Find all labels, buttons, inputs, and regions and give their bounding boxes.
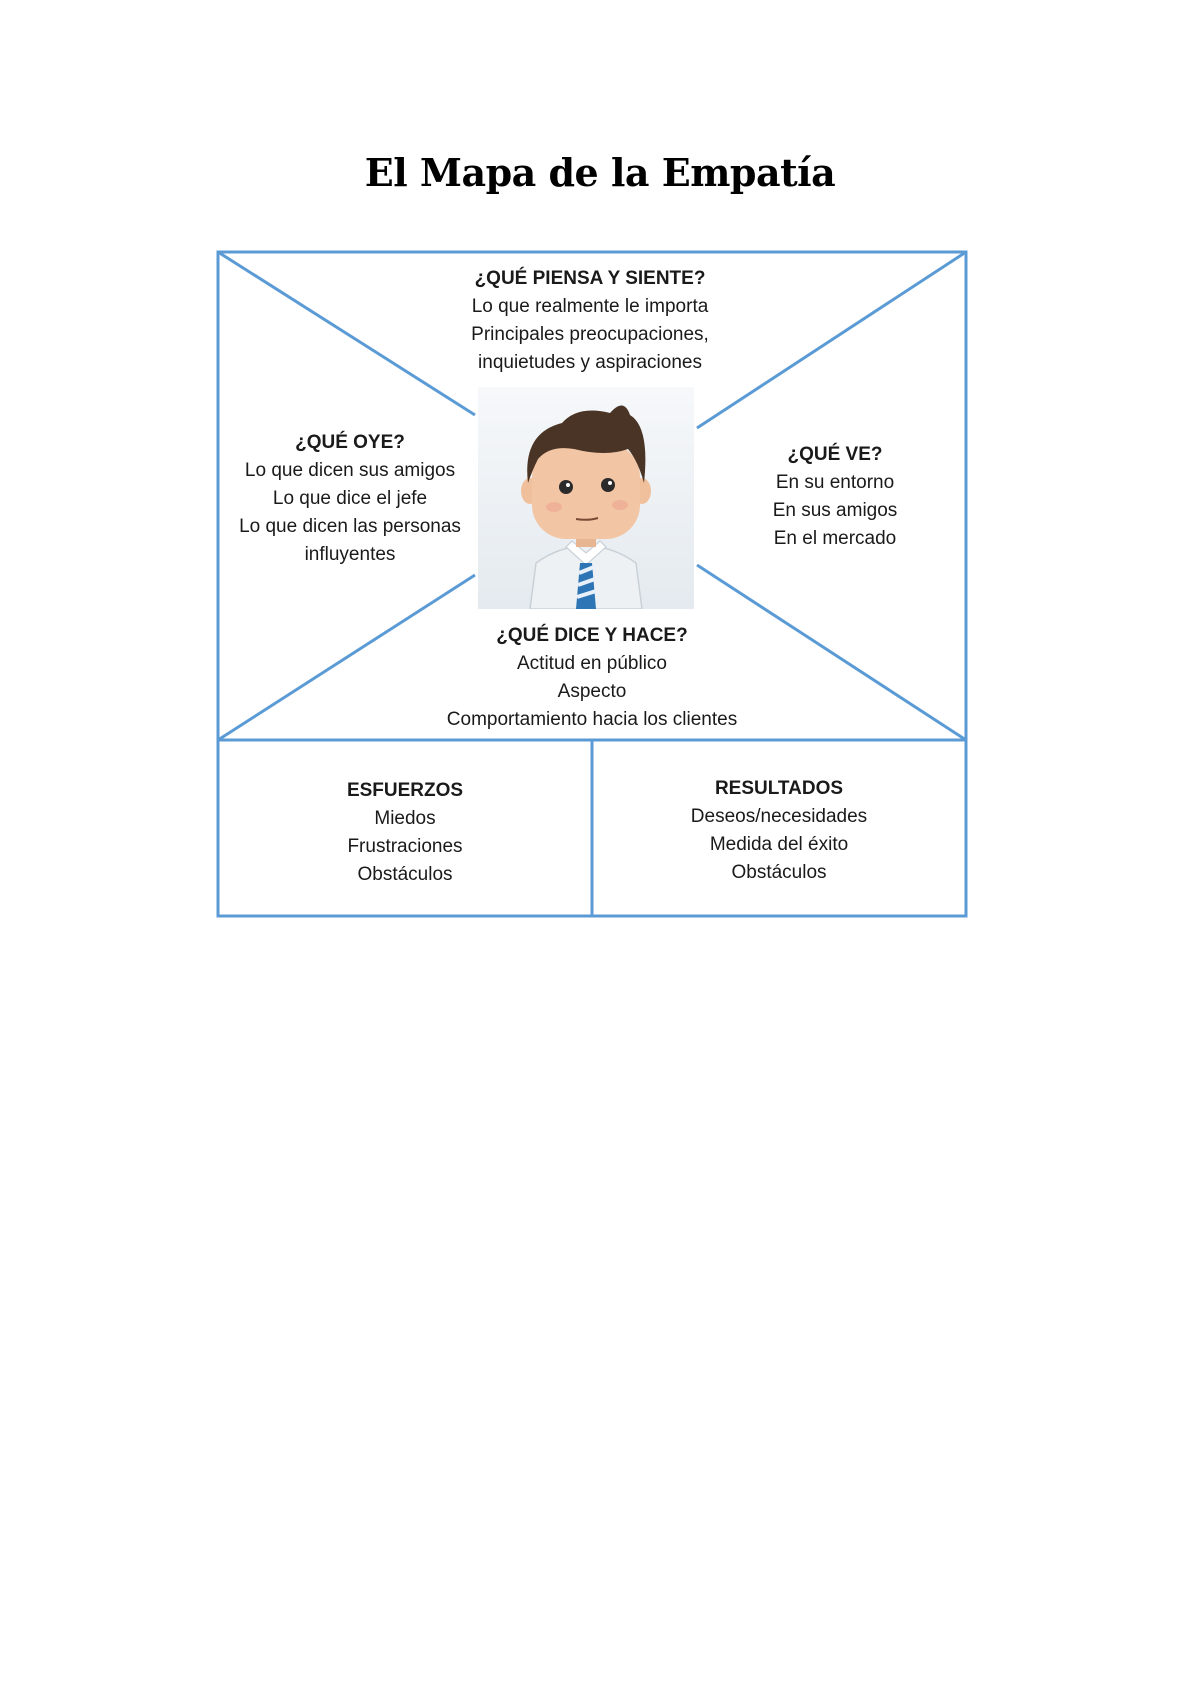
page-title: El Mapa de la Empatía bbox=[364, 150, 836, 195]
see-line: En sus amigos bbox=[772, 500, 898, 521]
results-heading: RESULTADOS bbox=[714, 778, 844, 799]
say-do-section bbox=[392, 622, 792, 734]
see-line: En el mercado bbox=[773, 528, 897, 549]
avatar bbox=[478, 387, 694, 609]
think-feel-line: inquietudes y aspiraciones bbox=[478, 352, 702, 373]
results-line: Deseos/necesidades bbox=[690, 806, 868, 827]
see-heading: ¿QUÉ VE? bbox=[787, 444, 883, 465]
think-feel-heading: ¿QUÉ PIENSA Y SIENTE? bbox=[474, 268, 706, 289]
say-do-line: Aspecto bbox=[557, 681, 627, 702]
think-feel-section bbox=[410, 265, 770, 377]
hear-line: influyentes bbox=[304, 544, 396, 565]
see-section bbox=[710, 441, 960, 553]
businessman-avatar-icon bbox=[478, 387, 694, 609]
results-line: Medida del éxito bbox=[709, 834, 849, 855]
hear-section bbox=[222, 429, 478, 569]
think-feel-line: Principales preocupaciones, bbox=[471, 324, 709, 345]
say-do-line: Comportamiento hacia los clientes bbox=[446, 709, 738, 730]
results-section bbox=[596, 775, 962, 887]
hear-heading: ¿QUÉ OYE? bbox=[295, 432, 405, 453]
see-line: En su entorno bbox=[775, 472, 895, 493]
hear-line: Lo que dicen sus amigos bbox=[244, 460, 456, 481]
efforts-line: Frustraciones bbox=[347, 836, 463, 857]
results-line: Obstáculos bbox=[731, 862, 827, 883]
efforts-section bbox=[222, 777, 588, 889]
efforts-line: Obstáculos bbox=[357, 864, 453, 885]
hear-line: Lo que dice el jefe bbox=[272, 488, 428, 509]
say-do-line: Actitud en público bbox=[517, 653, 667, 674]
say-do-heading: ¿QUÉ DICE Y HACE? bbox=[496, 625, 688, 646]
hear-line: Lo que dicen las personas bbox=[239, 516, 461, 537]
efforts-heading: ESFUERZOS bbox=[346, 780, 464, 801]
efforts-line: Miedos bbox=[374, 808, 436, 829]
think-feel-line: Lo que realmente le importa bbox=[471, 296, 709, 317]
